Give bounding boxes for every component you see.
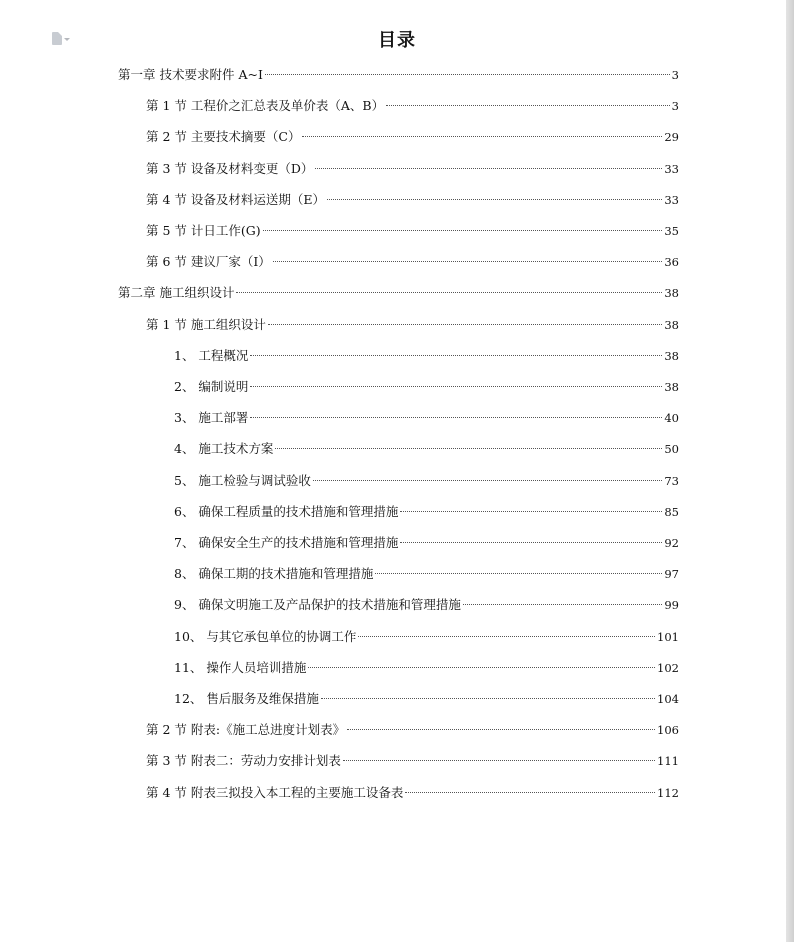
toc-entry[interactable] [146, 128, 679, 146]
toc-entry[interactable] [146, 253, 679, 271]
dot-leader [250, 417, 662, 418]
toc-page-number: 50 [664, 442, 679, 456]
toc-page-number: 112 [657, 786, 679, 800]
page-title: 目录 [378, 30, 416, 51]
toc-entry-label: 4、 施工技术方案 [174, 441, 274, 456]
toc-entry-label: 9、 确保文明施工及产品保护的技术措施和管理措施 [174, 597, 461, 612]
dot-leader [263, 230, 663, 231]
toc-page-number: 38 [664, 318, 679, 332]
dot-leader [375, 573, 662, 574]
toc-entry-label: 第 1 节 施工组织设计 [146, 317, 266, 332]
toc-entry-label: 第二章 施工组织设计 [118, 285, 235, 300]
toc-entry-label: 12、 售后服务及维保措施 [174, 691, 319, 706]
toc-entry-label: 第 1 节 工程价之汇总表及单价表（A、B） [146, 98, 385, 113]
toc-page-number: 99 [664, 598, 679, 612]
toc-entry[interactable] [174, 565, 679, 583]
toc-entry-label: 第 4 节 附表三拟投入本工程的主要施工设备表 [146, 785, 404, 800]
toc-entry[interactable] [174, 534, 679, 552]
toc-entry-label: 第 5 节 计日工作(G) [146, 223, 261, 238]
dot-leader [236, 292, 662, 293]
toc-entry[interactable] [174, 472, 679, 490]
toc-entry[interactable] [146, 316, 679, 334]
toc-entry[interactable] [146, 191, 679, 209]
toc-entry[interactable] [174, 690, 679, 708]
dot-leader [250, 386, 662, 387]
toc-entry[interactable] [146, 721, 679, 739]
toc-page-number: 102 [657, 661, 679, 675]
toc-page-number: 33 [664, 193, 679, 207]
toc-entry-label: 第一章 技术要求附件 A~I [118, 67, 263, 82]
toc-page-number: 35 [664, 224, 679, 238]
toc-entry[interactable] [118, 66, 679, 84]
toc-page-number: 92 [664, 536, 679, 550]
dot-leader [265, 74, 670, 75]
toc-page-number: 38 [664, 286, 679, 300]
toc-page-number: 111 [657, 754, 679, 768]
toc-entry[interactable] [174, 596, 679, 614]
dot-leader [327, 199, 662, 200]
dot-leader [358, 636, 655, 637]
toc-page-number: 29 [664, 130, 679, 144]
toc-entry[interactable] [174, 659, 679, 677]
toc-entry-label: 10、 与其它承包单位的协调工作 [174, 629, 357, 644]
toc-entry[interactable] [146, 784, 679, 802]
dot-leader [273, 261, 663, 262]
dot-leader [302, 136, 662, 137]
dot-leader [343, 760, 655, 761]
dot-leader [400, 542, 662, 543]
toc-page-number: 3 [671, 99, 679, 113]
toc-entry[interactable] [146, 752, 679, 770]
toc-entry[interactable] [146, 97, 679, 115]
dot-leader [321, 698, 655, 699]
dot-leader [463, 604, 662, 605]
toc-entry-label: 1、 工程概况 [174, 348, 249, 363]
toc-entry-label: 8、 确保工期的技术措施和管理措施 [174, 566, 374, 581]
dot-leader [268, 324, 662, 325]
toc-page-number: 101 [657, 630, 679, 644]
dot-leader [386, 105, 670, 106]
toc-entry[interactable] [118, 284, 679, 302]
toc-page-number: 33 [664, 162, 679, 176]
dot-leader [400, 511, 662, 512]
toc-entry-label: 3、 施工部署 [174, 410, 249, 425]
dot-leader [308, 667, 655, 668]
toc-page-number: 73 [664, 474, 679, 488]
toc-entry-label: 第 2 节 主要技术摘要（C） [146, 129, 301, 144]
toc-entry-label: 第 3 节 附表二：劳动力安排计划表 [146, 753, 341, 768]
toc-entry-label: 5、 施工检验与调试验收 [174, 473, 311, 488]
dot-leader [313, 480, 662, 481]
toc-entry-label: 第 6 节 建议厂家（I） [146, 254, 271, 269]
toc-entry-label: 第 3 节 设备及材料变更（D） [146, 161, 314, 176]
toc-entry-label: 11、 操作人员培训措施 [174, 660, 307, 675]
toc-entry-label: 7、 确保安全生产的技术措施和管理措施 [174, 535, 399, 550]
toc-page-number: 97 [664, 567, 679, 581]
toc-entry[interactable] [174, 409, 679, 427]
toc-entry-label: 2、 编制说明 [174, 379, 249, 394]
toc-page-number: 36 [664, 255, 679, 269]
toc-page-number: 85 [664, 505, 679, 519]
toc-page-number: 3 [671, 68, 679, 82]
toc-entry[interactable] [146, 160, 679, 178]
toc-page-number: 104 [657, 692, 679, 706]
dot-leader [275, 448, 662, 449]
toc-entry-label: 6、 确保工程质量的技术措施和管理措施 [174, 504, 399, 519]
toc-entry[interactable] [174, 503, 679, 521]
dot-leader [315, 168, 662, 169]
toc-page-number: 38 [664, 380, 679, 394]
toc-page-number: 38 [664, 349, 679, 363]
toc-entry[interactable] [174, 347, 679, 365]
toc-entry[interactable] [174, 628, 679, 646]
toc-entry[interactable] [174, 440, 679, 458]
dot-leader [405, 792, 655, 793]
toc-entry[interactable] [146, 222, 679, 240]
page-edge-shadow [786, 0, 794, 942]
toc-entry-label: 第 4 节 设备及材料运送期（E） [146, 192, 325, 207]
dot-leader [347, 729, 655, 730]
toc-entry-label: 第 2 节 附表:《施工总进度计划表》 [146, 722, 346, 737]
toc-entry[interactable] [174, 378, 679, 396]
dot-leader [250, 355, 662, 356]
toc-page-number: 40 [664, 411, 679, 425]
toc-page-number: 106 [657, 723, 679, 737]
